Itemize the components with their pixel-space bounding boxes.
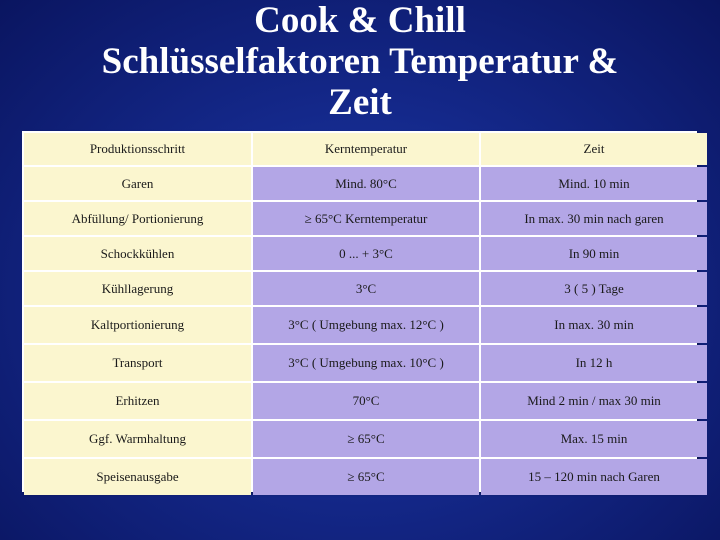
row-temperature: ≥ 65°C Kerntemperatur [253, 202, 479, 235]
row-step: Garen [24, 167, 251, 200]
row-temperature: ≥ 65°C [253, 459, 479, 495]
row-time: Mind 2 min / max 30 min [481, 383, 707, 419]
table-row [24, 421, 707, 457]
row-time: Mind. 10 min [481, 167, 707, 200]
table-row [24, 272, 707, 305]
table-row [24, 237, 707, 270]
row-time: In 12 h [481, 345, 707, 381]
row-time: Max. 15 min [481, 421, 707, 457]
row-step: Erhitzen [24, 383, 251, 419]
row-temperature: 70°C [253, 383, 479, 419]
row-step: Transport [24, 345, 251, 381]
table-grid [22, 131, 709, 497]
table-row [24, 167, 707, 200]
title-line-1: Cook & Chill [254, 0, 466, 41]
row-step: Abfüllung/ Portionierung [24, 202, 251, 235]
row-temperature: 3°C [253, 272, 479, 305]
row-time: In max. 30 min [481, 307, 707, 343]
title-line-2: Schlüsselfaktoren Temperatur & [101, 41, 619, 82]
row-temperature: 3°C ( Umgebung max. 10°C ) [253, 345, 479, 381]
key-factors-table [22, 131, 697, 492]
row-step: Kaltportionierung [24, 307, 251, 343]
header-time: Zeit [481, 133, 707, 165]
row-temperature: Mind. 80°C [253, 167, 479, 200]
row-step: Kühllagerung [24, 272, 251, 305]
table-row [24, 345, 707, 381]
row-step: Ggf. Warmhaltung [24, 421, 251, 457]
table-header-row [24, 133, 707, 165]
table-row [24, 383, 707, 419]
header-core-temperature: Kerntemperatur [253, 133, 479, 165]
title-line-3: Zeit [328, 82, 392, 123]
table-row [24, 202, 707, 235]
row-time: In 90 min [481, 237, 707, 270]
row-time: 3 ( 5 ) Tage [481, 272, 707, 305]
row-step: Schockkühlen [24, 237, 251, 270]
row-step: Speisenausgabe [24, 459, 251, 495]
row-temperature: 0 ... + 3°C [253, 237, 479, 270]
header-step: Produktionsschritt [24, 133, 251, 165]
row-temperature: 3°C ( Umgebung max. 12°C ) [253, 307, 479, 343]
row-time: In max. 30 min nach garen [481, 202, 707, 235]
row-temperature: ≥ 65°C [253, 421, 479, 457]
row-time: 15 – 120 min nach Garen [481, 459, 707, 495]
table-row [24, 307, 707, 343]
table-row [24, 459, 707, 495]
slide-title [0, 0, 720, 123]
